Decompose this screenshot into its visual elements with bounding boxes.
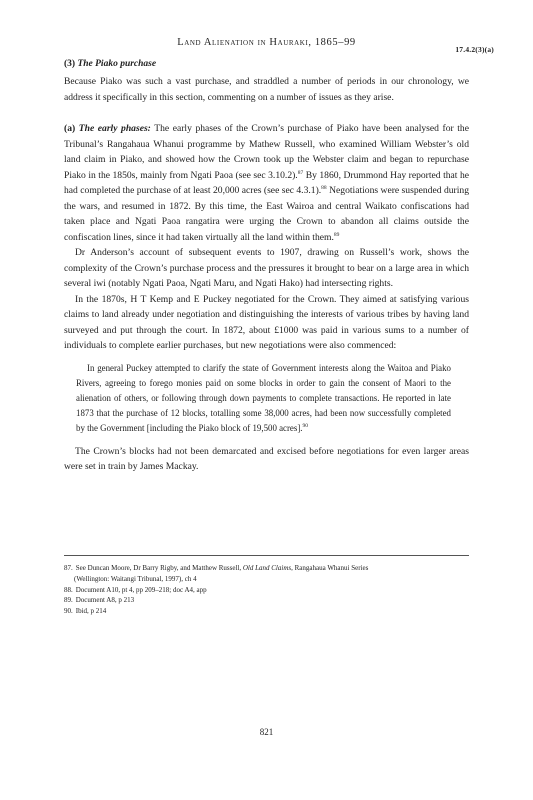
paragraph-anderson: Dr Anderson’s account of subsequent events to 1907, drawing on Russell’s work, shows the complexity of the Crown’s purchase process and the pressures it brought to bear on a large area in which several iwi (notably Ngati Paoa, Ngati Maru, and Ngati Hako) had intersecting rights. (64, 247, 469, 289)
section-heading (64, 56, 469, 72)
subsection-heading (64, 123, 151, 134)
page-number: 821 (259, 727, 274, 737)
footnote-88 (64, 585, 469, 596)
paragraph-text: By 1860, Drummond Hay reported that he had completed the purchase of at least 20,000 acres (see sec 4.3.1). (64, 169, 469, 196)
footnote-text: See Duncan Moore, Dr Barry Rigby, and Matthew Russell, (75, 564, 243, 572)
footnote-title: Old Land Claims (242, 564, 292, 572)
footnote-87 (64, 563, 469, 574)
section-reference: 17.4.2(3)(a) (455, 45, 494, 54)
footnote-number: 89. (64, 596, 73, 605)
footnote-number: 90. (64, 607, 73, 616)
section-heading-title: The Piako purchase (77, 59, 157, 69)
quote-body: In general Puckey attempted to clarify the state of Government interests along the Waitoa and Piako Rivers, agreeing to forego monies paid on some blocks in order to gain the consent of Maori to the alienation of others, or following through down payments to complete transactions. He reported in late 1873 that the purchase of 12 blocks, totalling some 38,000 acres, had been now successfully completed by the Government [including the Piako block of 19,500 acres]. (76, 362, 451, 434)
block-quote (76, 361, 469, 437)
paragraph-text: The early phases of the Crown’s purchase of Piako have been analysed for the Tribunal’s Rangahaua Whanui programme by Mathew Russell, who examined William Webster’s old land claim in Piako, and showed how the Crown took up the Webster claim and began to repurchase Piako in the 1850s, mainly from Ngati Paoa (see sec 3.10.2). (64, 123, 469, 181)
footnote-89 (64, 595, 469, 606)
subsection-heading-number: (a) (64, 123, 79, 134)
footnote-ref-89: 89 (333, 231, 340, 238)
footnote-87-continued: (Wellington: Waitangi Tribunal, 1997), ch 4 (74, 574, 197, 583)
subsection-heading-title: The early phases: (78, 123, 151, 134)
footnote-ref-87: 87 (297, 169, 304, 176)
paragraph-early-phases (64, 121, 469, 245)
footnote-text: Document A10, pt 4, pp 209–218; doc A4, app (75, 585, 207, 594)
footnote-text: , Rangahaua Whanui Series (291, 564, 369, 572)
footnote-ref-90: 90 (302, 423, 309, 430)
footnotes (64, 563, 469, 617)
section-heading-number: (3) (64, 59, 78, 69)
main-text (64, 56, 469, 475)
paragraph-text: Negotiations were suspended during the wars, and resumed in 1872. By this time, the East Wairoa and central Waikato confiscations had taken place and Ngati Paoa rangatira were urging the Crown to abandon all claims outside the confiscation lines, since it had taken virtually all the land within them. (64, 185, 469, 243)
quote-text (76, 361, 451, 437)
paragraph-mackay: The Crown’s blocks had not been demarcated and excised before negotiations for even larger areas were set in train by James Mackay. (64, 445, 469, 473)
footnote-number: 88. (64, 585, 73, 594)
footnote-90 (64, 606, 469, 617)
footnote-number: 87. (64, 564, 73, 572)
paragraph-1870s: In the 1870s, H T Kemp and E Puckey negotiated for the Crown. They aimed at satisfying various claims to land already under negotiation and distinguishing the interests of various tribes by having land surveyed and put through the court. In 1872, about £1000 was paid in various sums to a number of individuals to complete earlier purchases, but new negotiations were also commenced: (64, 293, 469, 351)
running-head: Land Alienation in Hauraki, 1865–99 (177, 37, 356, 48)
footnote-rule (64, 555, 469, 556)
footnote-text: Document A8, p 213 (75, 596, 135, 605)
intro-paragraph: Because Piako was such a vast purchase, and straddled a number of periods in our chronology, we address it specifically in this section, commenting on a number of issues as they arise. (64, 76, 469, 103)
footnote-text: Ibid, p 214 (75, 607, 107, 616)
footnote-ref-88: 88 (321, 185, 327, 191)
